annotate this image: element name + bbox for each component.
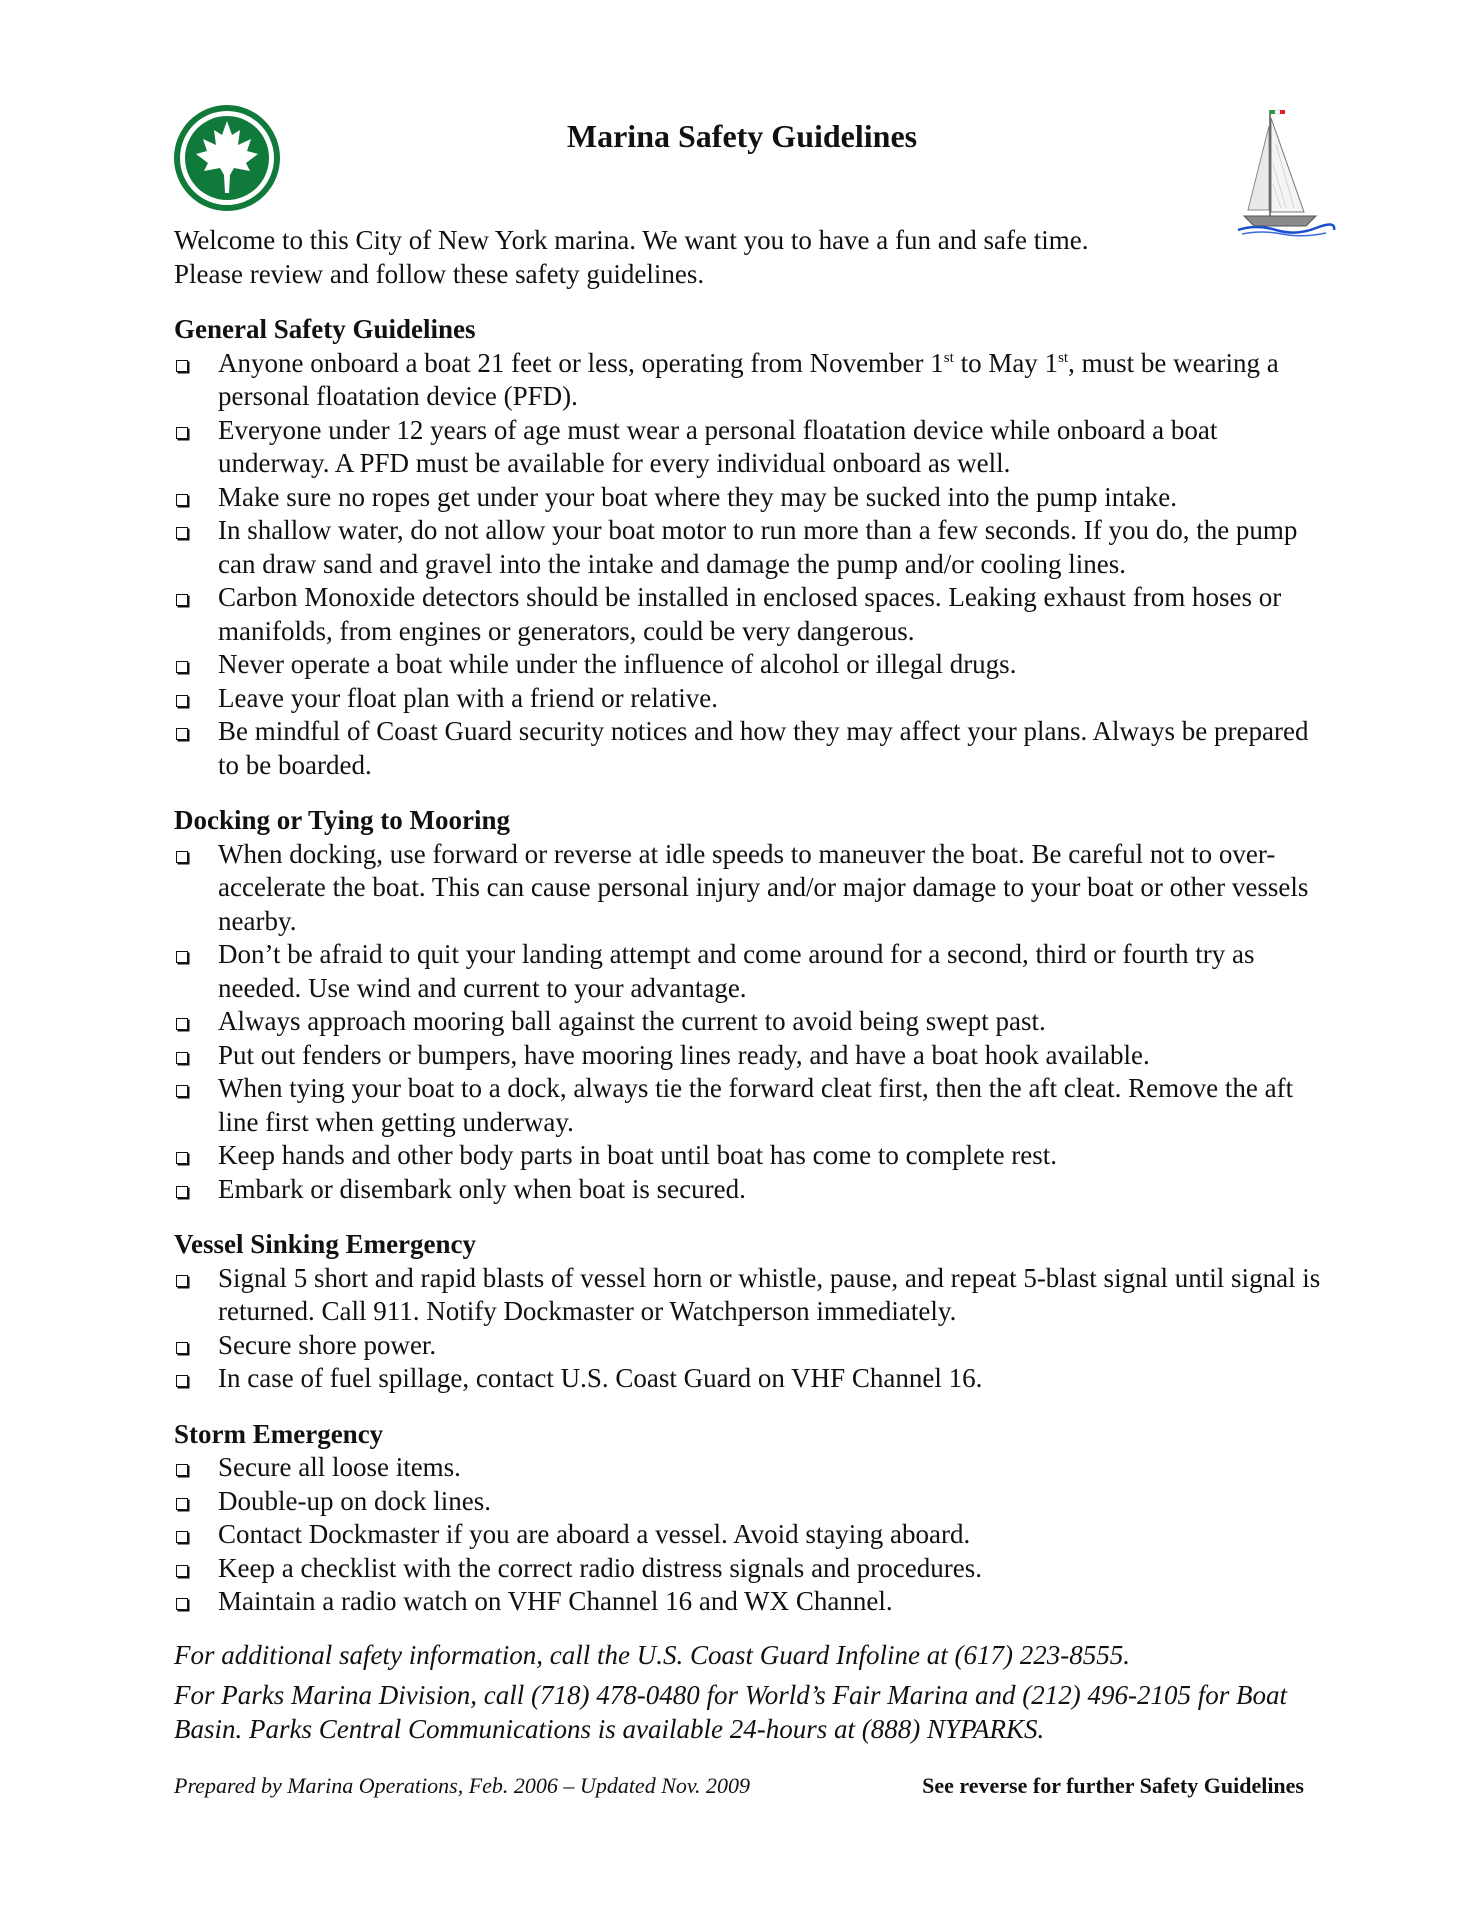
checkbox-bullet-icon xyxy=(176,951,188,963)
bullet-list xyxy=(174,347,1334,783)
list-item: Keep hands and other body parts in boat until boat has come to complete rest. xyxy=(174,1139,1334,1173)
bullet-list xyxy=(174,1451,1334,1619)
checkbox-bullet-icon xyxy=(176,661,188,673)
list-item: Put out fenders or bumpers, have mooring lines ready, and have a boat hook available. xyxy=(174,1039,1334,1073)
section-vessel-sinking xyxy=(174,1228,1334,1396)
checkbox-bullet-icon xyxy=(176,1598,188,1610)
checkbox-bullet-icon xyxy=(176,594,188,606)
parks-marina-info: For Parks Marina Division, call (718) 478-0480 for World’s Fair Marina and (212) 496-2105 for Boat Basin. Parks Central Communications is available 24-hours at (888) NYPARKS. xyxy=(174,1680,1287,1744)
see-reverse-note: See reverse for further Safety Guidelines xyxy=(922,1773,1304,1798)
list-item: In case of fuel spillage, contact U.S. Coast Guard on VHF Channel 16. xyxy=(174,1362,1334,1396)
list-item: Be mindful of Coast Guard security notices and how they may affect your plans. Always be prepared to be boarded. xyxy=(174,715,1334,782)
list-item: Leave your float plan with a friend or relative. xyxy=(174,682,1334,716)
list-item: Never operate a boat while under the influence of alcohol or illegal drugs. xyxy=(174,648,1334,682)
list-item: Always approach mooring ball against the current to avoid being swept past. xyxy=(174,1005,1334,1039)
section-general-safety xyxy=(174,313,1334,782)
list-item: When docking, use forward or reverse at idle speeds to maneuver the boat. Be careful not to over-accelerate the boat. This can cause personal injury and/or major damage to your boat or other vessels nearby. xyxy=(174,838,1334,939)
bullet-list xyxy=(174,838,1334,1207)
checkbox-bullet-icon xyxy=(176,427,188,439)
section-heading: Storm Emergency xyxy=(174,1418,384,1449)
list-item: Embark or disembark only when boat is secured. xyxy=(174,1173,1334,1207)
intro-line-1: Welcome to this City of New York marina. We want you to have a fun and safe time. xyxy=(174,225,1089,255)
list-item: Contact Dockmaster if you are aboard a vessel. Avoid staying aboard. xyxy=(174,1518,1334,1552)
list-item: Signal 5 short and rapid blasts of vessel horn or whistle, pause, and repeat 5-blast signal until signal is returned. Call 911. Notify Dockmaster or Watchperson immediately. xyxy=(174,1262,1334,1329)
prepared-by: Prepared by Marina Operations, Feb. 2006 – Updated Nov. 2009 xyxy=(174,1773,750,1798)
list-item: Anyone onboard a boat 21 feet or less, operating from November 1st to May 1st, must be wearing a personal floatation device (PFD). xyxy=(174,347,1334,414)
checkbox-bullet-icon xyxy=(176,1152,188,1164)
section-storm-emergency xyxy=(174,1418,1334,1619)
checkbox-bullet-icon xyxy=(176,851,188,863)
list-item: Keep a checklist with the correct radio distress signals and procedures. xyxy=(174,1552,1334,1586)
checkbox-bullet-icon xyxy=(176,1275,188,1287)
contact-info xyxy=(174,1639,1334,1747)
list-item: Don’t be afraid to quit your landing attempt and come around for a second, third or fourth try as needed. Use wind and current to your advantage. xyxy=(174,938,1334,1005)
coast-guard-info: For additional safety information, call the U.S. Coast Guard Infoline at (617) 223-8555. xyxy=(174,1639,1130,1670)
checkbox-bullet-icon xyxy=(176,1085,188,1097)
checkbox-bullet-icon xyxy=(176,1018,188,1030)
section-heading: General Safety Guidelines xyxy=(174,314,476,344)
page-title: Marina Safety Guidelines xyxy=(566,118,918,154)
checkbox-bullet-icon xyxy=(176,527,188,539)
checkbox-bullet-icon xyxy=(176,1498,188,1510)
list-item: Maintain a radio watch on VHF Channel 16 and WX Channel. xyxy=(174,1585,1334,1619)
list-item: Secure shore power. xyxy=(174,1329,1334,1363)
checkbox-bullet-icon xyxy=(176,1052,188,1064)
list-item: Everyone under 12 years of age must wear a personal floatation device while onboard a boat underway. A PFD must be available for every individual onboard as well. xyxy=(174,414,1334,481)
checkbox-bullet-icon xyxy=(176,1375,188,1387)
list-item: Secure all loose items. xyxy=(174,1451,1334,1485)
intro xyxy=(174,224,1334,291)
list-item: In shallow water, do not allow your boat motor to run more than a few seconds. If you do, the pump can draw sand and gravel into the intake and damage the pump and/or cooling lines. xyxy=(174,514,1334,581)
checkbox-bullet-icon xyxy=(176,360,188,372)
section-heading: Docking or Tying to Mooring xyxy=(174,805,511,835)
checkbox-bullet-icon xyxy=(176,728,188,740)
checkbox-bullet-icon xyxy=(176,1342,188,1354)
intro-line-2: Please review and follow these safety guidelines. xyxy=(174,258,705,289)
checkbox-bullet-icon xyxy=(176,494,188,506)
checkbox-bullet-icon xyxy=(176,1464,188,1476)
checkbox-bullet-icon xyxy=(176,1186,188,1198)
checkbox-bullet-icon xyxy=(176,695,188,707)
section-docking xyxy=(174,804,1334,1206)
list-item: Carbon Monoxide detectors should be installed in enclosed spaces. Leaking exhaust from hoses or manifolds, from engines or generators, could be very dangerous. xyxy=(174,581,1334,648)
list-item: Double-up on dock lines. xyxy=(174,1485,1334,1519)
checkbox-bullet-icon xyxy=(176,1531,188,1543)
document-body xyxy=(174,224,1334,1753)
bullet-list xyxy=(174,1262,1334,1396)
checkbox-bullet-icon xyxy=(176,1565,188,1577)
list-item: When tying your boat to a dock, always tie the forward cleat first, then the aft cleat. Remove the aft line first when getting underway. xyxy=(174,1072,1334,1139)
section-heading: Vessel Sinking Emergency xyxy=(174,1229,477,1259)
list-item: Make sure no ropes get under your boat where they may be sucked into the pump intake. xyxy=(174,481,1334,515)
